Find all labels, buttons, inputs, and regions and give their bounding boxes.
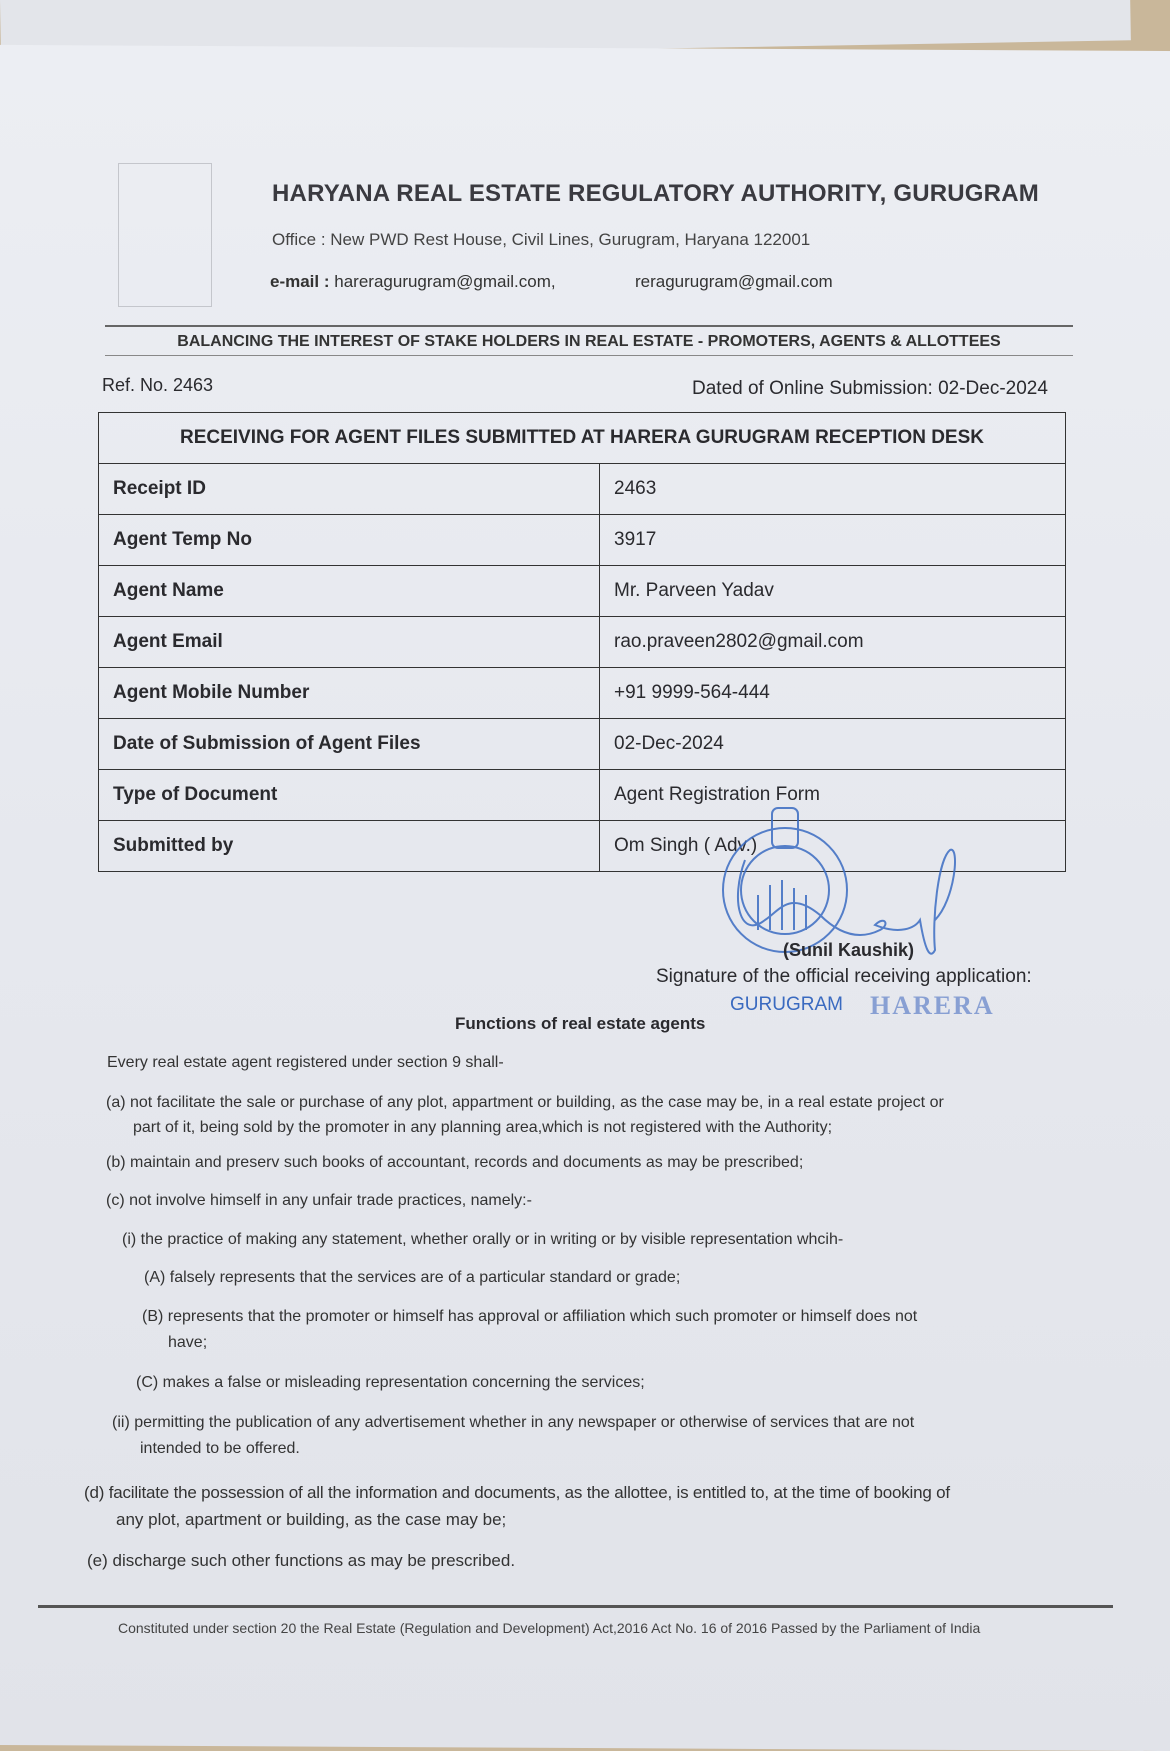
- tagline-banner: BALANCING THE INTEREST OF STAKE HOLDERS IN REAL ESTATE - PROMOTERS, AGENTS & ALLOTTEES: [105, 325, 1073, 356]
- footer-divider: [38, 1605, 1113, 1608]
- table-row: [99, 464, 1066, 515]
- clause-C: (C) makes a false or misleading representation concerning the services;: [136, 1374, 645, 1391]
- clause-a-cont: part of it, being sold by the promoter in any planning area,which is not registered with the Authority;: [133, 1119, 833, 1136]
- authority-title: HARYANA REAL ESTATE REGULATORY AUTHORITY, GURUGRAM: [272, 180, 1039, 207]
- seal-word: HARERA: [870, 991, 995, 1020]
- clause-A: (A) falsely represents that the services are of a particular standard or grade;: [144, 1269, 681, 1286]
- email-2: reragurugram@gmail.com: [635, 272, 833, 291]
- signature-label: Signature of the official receiving application:: [656, 966, 1032, 987]
- row-label: Receipt ID: [99, 464, 600, 515]
- clause-d-cont: any plot, apartment or building, as the case may be;: [116, 1510, 507, 1529]
- row-value: 3917: [600, 515, 1066, 566]
- logo-placeholder: [118, 163, 212, 307]
- clause-b: (b) maintain and preserv such books of accountant, records and documents as may be prescribed;: [106, 1154, 804, 1171]
- reference-number: Ref. No. 2463: [102, 375, 214, 395]
- row-label: Agent Name: [99, 566, 600, 617]
- functions-intro: Every real estate agent registered under section 9 shall-: [107, 1054, 504, 1071]
- row-label: Agent Temp No: [99, 515, 600, 566]
- row-label: Agent Mobile Number: [99, 668, 600, 719]
- row-value: rao.praveen2802@gmail.com: [600, 617, 1066, 668]
- table-title: RECEIVING FOR AGENT FILES SUBMITTED AT HARERA GURUGRAM RECEPTION DESK: [99, 413, 1066, 464]
- signatory-name: (Sunil Kaushik): [783, 940, 915, 960]
- table-row: [99, 617, 1066, 668]
- row-label: Date of Submission of Agent Files: [99, 719, 600, 770]
- row-value: Om Singh ( Adv.): [600, 821, 1066, 872]
- row-label: Type of Document: [99, 770, 600, 821]
- clause-c: (c) not involve himself in any unfair trade practices, namely:-: [106, 1192, 532, 1209]
- row-value: Mr. Parveen Yadav: [600, 566, 1066, 617]
- clause-c-ii-cont: intended to be offered.: [140, 1440, 300, 1457]
- office-address: Office : New PWD Rest House, Civil Lines, Gurugram, Haryana 122001: [272, 230, 811, 249]
- clause-B: (B) represents that the promoter or himself has approval or affiliation which such promoter or himself does not: [142, 1308, 918, 1325]
- table-row: [99, 515, 1066, 566]
- clause-e: (e) discharge such other functions as may be prescribed.: [87, 1551, 516, 1570]
- functions-heading: Functions of real estate agents: [455, 1014, 706, 1033]
- clause-B-cont: have;: [168, 1334, 208, 1351]
- email-1: hareragurugram@gmail.com,: [334, 272, 556, 291]
- seal-city: GURUGRAM: [730, 994, 843, 1015]
- submission-date: Dated of Online Submission: 02-Dec-2024: [692, 378, 1048, 399]
- email-label: e-mail :: [270, 272, 330, 291]
- table-row: [99, 566, 1066, 617]
- row-label: Agent Email: [99, 617, 600, 668]
- row-value: Agent Registration Form: [600, 770, 1066, 821]
- clause-a: (a) not facilitate the sale or purchase of any plot, appartment or building, as the case may be, in a real estate project or: [106, 1094, 944, 1111]
- clause-c-i: (i) the practice of making any statement, whether orally or in writing or by visible representation whcih-: [122, 1231, 844, 1248]
- footer-note: Constituted under section 20 the Real Estate (Regulation and Development) Act,2016 Act No. 16 of 2016 Passed by the Parliament of India: [118, 1620, 981, 1636]
- table-row: [99, 668, 1066, 719]
- email-line: [270, 272, 556, 292]
- clause-c-ii: (ii) permitting the publication of any advertisement whether in any newspaper or otherwise of services that are not: [112, 1414, 915, 1431]
- table-row: [99, 719, 1066, 770]
- row-value: 02-Dec-2024: [600, 719, 1066, 770]
- row-label: Submitted by: [99, 821, 600, 872]
- clause-d: (d) facilitate the possession of all the information and documents, as the allottee, is entitled to, at the time of booking of: [84, 1483, 950, 1502]
- row-value: 2463: [600, 464, 1066, 515]
- row-value: +91 9999-564-444: [600, 668, 1066, 719]
